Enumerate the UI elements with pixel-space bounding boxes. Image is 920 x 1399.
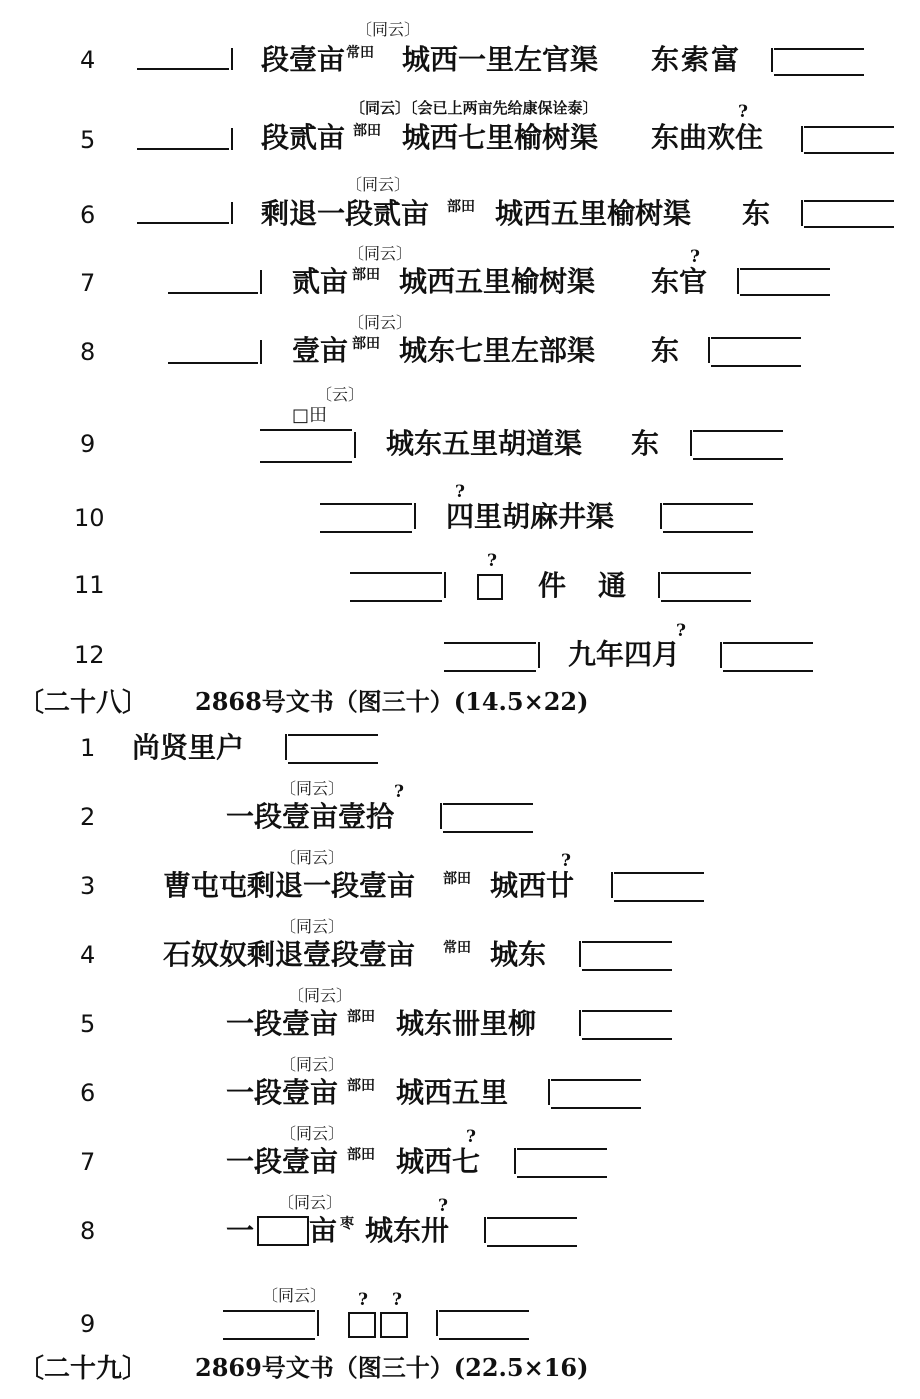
text: 城西五里 <box>396 1076 509 1109</box>
missing-character-box <box>380 1312 408 1338</box>
lacuna-bar <box>231 48 233 70</box>
lacuna-left <box>137 128 229 150</box>
lacuna-bar <box>708 337 710 363</box>
annotation: 〔同云〕 <box>348 313 413 332</box>
lacuna-right <box>551 1079 641 1109</box>
uncertain-mark: ? <box>455 482 465 502</box>
land-type: 部田 <box>347 1009 375 1025</box>
east-boundary: 东官 <box>651 265 708 298</box>
lacuna-right <box>711 337 801 367</box>
text: 城西一里左官渠 <box>402 43 599 76</box>
east-boundary: 东曲欢住 <box>651 121 764 154</box>
lacuna-left <box>444 642 536 672</box>
line-number: 12 <box>74 641 105 669</box>
line-number: 10 <box>74 504 105 532</box>
annotation: 〔同云〕 <box>280 1055 345 1074</box>
text: 城西廿 <box>490 869 575 902</box>
lacuna-bar <box>579 1010 581 1036</box>
land-type: 常田 <box>346 45 374 61</box>
lacuna-bar <box>720 642 722 668</box>
line-number: 8 <box>80 1217 96 1245</box>
annotation: 〔同云〕 <box>280 1124 345 1143</box>
annotation: 〔云〕 <box>316 385 365 404</box>
land-type: 部田 <box>353 123 381 139</box>
lacuna-bar <box>231 128 233 150</box>
text: 城东卌里柳 <box>396 1007 537 1040</box>
land-type: 部田 <box>347 1078 375 1094</box>
line-number: 5 <box>80 126 96 154</box>
text: 曹屯屯剩退一段壹亩 <box>163 869 416 902</box>
text: 段壹亩 <box>261 43 346 76</box>
lacuna-bar <box>658 572 660 598</box>
lacuna-left <box>223 1310 315 1340</box>
line-number: 9 <box>80 430 96 458</box>
text: 壹亩 <box>292 334 349 367</box>
lacuna-bar <box>660 503 662 529</box>
line-number: 7 <box>80 269 96 297</box>
text: 段贰亩 <box>261 121 346 154</box>
line-number: 6 <box>80 1079 96 1107</box>
text: 通 <box>598 569 627 602</box>
lacuna-bar <box>317 1310 319 1336</box>
lacuna-right <box>663 503 753 533</box>
lacuna-right <box>582 941 672 971</box>
missing-character-box <box>348 1312 376 1338</box>
text: 城东五里胡道渠 <box>386 427 583 460</box>
line-number: 8 <box>80 338 96 366</box>
lacuna-left <box>260 429 352 463</box>
text: 城东七里左部渠 <box>399 334 596 367</box>
section-title: 2868号文书（图三十）(14.5×22) <box>195 687 589 716</box>
lacuna-right <box>487 1217 577 1247</box>
uncertain-mark: ? <box>690 247 700 267</box>
line-number: 2 <box>80 803 96 831</box>
uncertain-mark: ? <box>738 102 748 122</box>
lacuna-bar <box>440 803 442 829</box>
land-type: 部田 <box>443 871 471 887</box>
annotation: 〔同云〕 <box>356 20 421 39</box>
text: 一段壹亩壹拾 <box>226 800 395 833</box>
lacuna-left <box>137 48 229 70</box>
land-type: 部田 <box>352 267 380 283</box>
lacuna-bar <box>285 734 287 760</box>
text: 城东 <box>490 938 547 971</box>
lacuna-bar <box>414 503 416 529</box>
annotation: 〔同云〕 <box>262 1286 327 1305</box>
line-number: 6 <box>80 201 96 229</box>
east-boundary: 东 <box>631 427 660 460</box>
annotation: 〔同云〕 <box>280 779 345 798</box>
damaged-land-type: □田 <box>292 405 328 426</box>
lacuna-right <box>582 1010 672 1040</box>
line-number: 3 <box>80 872 96 900</box>
line-number: 1 <box>80 734 96 762</box>
uncertain-mark: ? <box>358 1290 368 1310</box>
text: 城东卅 <box>365 1214 450 1247</box>
annotation: 〔同云〕 <box>280 848 345 867</box>
uncertain-mark: ? <box>466 1127 476 1147</box>
lacuna-right <box>288 734 378 764</box>
text: 九年四月 <box>568 638 681 671</box>
text: 一 <box>226 1214 255 1247</box>
lacuna-right <box>804 200 894 228</box>
lacuna-right <box>693 430 783 460</box>
section-label: 〔二十九〕 <box>18 1354 149 1384</box>
lacuna-bar <box>801 200 803 226</box>
land-type: 枣 <box>340 1216 354 1232</box>
lacuna-right <box>661 572 751 602</box>
lacuna-right <box>723 642 813 672</box>
lacuna-bar <box>484 1217 486 1243</box>
text: 四里胡麻井渠 <box>446 500 615 533</box>
annotation: 〔同云〕 <box>348 244 413 263</box>
lacuna-bar <box>690 430 692 456</box>
text: 亩 <box>309 1214 338 1247</box>
uncertain-mark: ? <box>676 621 686 641</box>
text: 城西五里榆树渠 <box>399 265 596 298</box>
text: 一段壹亩 <box>226 1076 339 1109</box>
text: 石奴奴剩退壹段壹亩 <box>163 938 416 971</box>
lacuna-right <box>439 1310 529 1340</box>
lacuna-bar <box>548 1079 550 1105</box>
annotation: 〔同云〕〔会已上两亩先给康保诠泰〕 <box>350 99 598 117</box>
line-number: 4 <box>80 941 96 969</box>
uncertain-mark: ? <box>438 1196 448 1216</box>
annotation: 〔同云〕 <box>346 175 411 194</box>
section-title: 2869号文书（图三十）(22.5×16) <box>195 1353 589 1382</box>
land-type: 部田 <box>447 199 475 215</box>
lacuna-right <box>614 872 704 902</box>
line-number: 7 <box>80 1148 96 1176</box>
lacuna-right <box>517 1148 607 1178</box>
text: 城西五里榆树渠 <box>495 197 692 230</box>
east-boundary: 东 <box>742 197 771 230</box>
text: 城西七 <box>396 1145 481 1178</box>
missing-character-box <box>477 574 503 600</box>
lacuna-right <box>804 126 894 154</box>
line-number: 11 <box>74 571 105 599</box>
annotation: 〔同云〕 <box>280 917 345 936</box>
lacuna-box <box>257 1216 309 1246</box>
lacuna-bar <box>231 202 233 224</box>
lacuna-right <box>443 803 533 833</box>
lacuna-bar <box>444 572 446 598</box>
lacuna-bar <box>801 126 803 152</box>
lacuna-bar <box>737 268 739 294</box>
section-label: 〔二十八〕 <box>18 688 149 718</box>
text: 件 <box>538 569 567 602</box>
annotation: 〔同云〕 <box>288 986 353 1005</box>
land-type: 部田 <box>352 336 380 352</box>
annotation: 〔同云〕 <box>278 1193 343 1212</box>
line-number: 5 <box>80 1010 96 1038</box>
lacuna-left <box>168 340 258 364</box>
uncertain-mark: ? <box>487 551 497 571</box>
lacuna-bar <box>260 340 262 364</box>
east-boundary: 东 <box>651 334 680 367</box>
lacuna-bar <box>579 941 581 967</box>
lacuna-left <box>320 503 412 533</box>
text: 剩退一段贰亩 <box>261 197 430 230</box>
text: 贰亩 <box>292 265 349 298</box>
text: 一段壹亩 <box>226 1145 339 1178</box>
land-type: 常田 <box>443 940 471 956</box>
lacuna-bar <box>538 642 540 668</box>
lacuna-bar <box>436 1310 438 1336</box>
uncertain-mark: ? <box>561 851 571 871</box>
lacuna-left <box>168 270 258 294</box>
uncertain-mark: ? <box>392 1290 402 1310</box>
text: 一段壹亩 <box>226 1007 339 1040</box>
lacuna-left <box>350 572 442 602</box>
lacuna-bar <box>260 270 262 294</box>
line-number: 9 <box>80 1310 96 1338</box>
lacuna-left <box>137 202 229 224</box>
uncertain-mark: ? <box>394 782 404 802</box>
east-boundary: 东索富 <box>651 43 742 76</box>
land-type: 部田 <box>347 1147 375 1163</box>
lacuna-bar <box>611 872 613 898</box>
lacuna-bar <box>354 432 356 458</box>
text: 城西七里榆树渠 <box>402 121 599 154</box>
lacuna-right <box>774 48 864 76</box>
line-number: 4 <box>80 46 96 74</box>
lacuna-bar <box>514 1148 516 1174</box>
lacuna-bar <box>771 48 773 72</box>
text: 尚贤里户 <box>132 731 245 764</box>
lacuna-right <box>740 268 830 296</box>
